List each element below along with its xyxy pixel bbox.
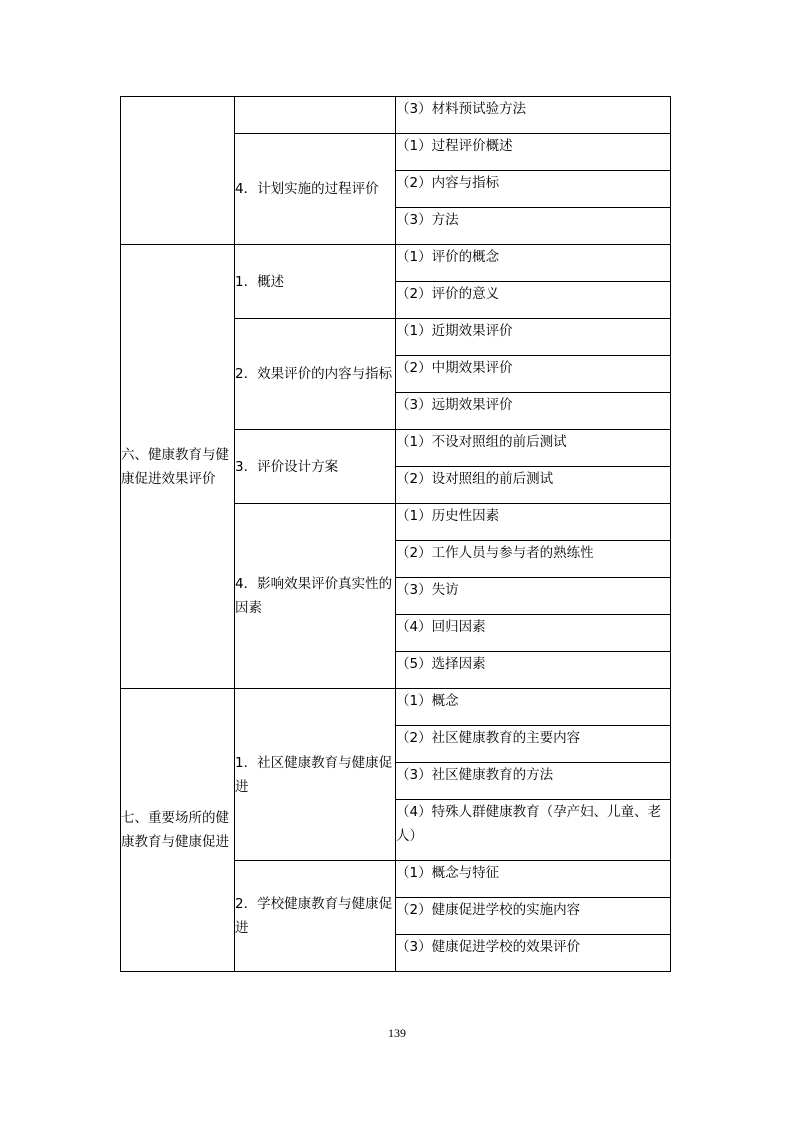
item-cell: （3）健康促进学校的效果评价 xyxy=(396,935,671,972)
section-title xyxy=(121,97,235,245)
item-cell: （1）历史性因素 xyxy=(396,504,671,541)
topic-title: 4．计划实施的过程评价 xyxy=(235,134,396,245)
outline-table xyxy=(120,96,671,972)
item-cell: （1）不设对照组的前后测试 xyxy=(396,430,671,467)
table-row xyxy=(121,245,671,282)
item-cell: （2）中期效果评价 xyxy=(396,356,671,393)
topic-title: 3．评价设计方案 xyxy=(235,430,396,504)
item-cell: （1）近期效果评价 xyxy=(396,319,671,356)
item-cell: （3）社区健康教育的方法 xyxy=(396,763,671,800)
item-cell: （1）概念与特征 xyxy=(396,861,671,898)
item-cell: （1）过程评价概述 xyxy=(396,134,671,171)
topic-title: 2．效果评价的内容与指标 xyxy=(235,319,396,430)
item-cell: （5）选择因素 xyxy=(396,652,671,689)
item-cell: （4）特殊人群健康教育（孕产妇、儿童、老人） xyxy=(396,800,671,861)
item-cell: （3）失访 xyxy=(396,578,671,615)
item-cell: （2）评价的意义 xyxy=(396,282,671,319)
section-title: 七、重要场所的健康教育与健康促进 xyxy=(121,689,235,972)
item-cell: （3）方法 xyxy=(396,208,671,245)
item-cell: （2）内容与指标 xyxy=(396,171,671,208)
item-cell: （4）回归因素 xyxy=(396,615,671,652)
topic-title: 1．社区健康教育与健康促进 xyxy=(235,689,396,861)
topic-title xyxy=(235,97,396,134)
item-cell: （2）社区健康教育的主要内容 xyxy=(396,726,671,763)
item-cell: （1）评价的概念 xyxy=(396,245,671,282)
section-title: 六、健康教育与健康促进效果评价 xyxy=(121,245,235,689)
page-number: 139 xyxy=(388,1026,406,1040)
item-cell: （2）健康促进学校的实施内容 xyxy=(396,898,671,935)
table-row xyxy=(121,97,671,134)
item-cell: （2）设对照组的前后测试 xyxy=(396,467,671,504)
table-row xyxy=(121,689,671,726)
topic-title: 2．学校健康教育与健康促进 xyxy=(235,861,396,972)
topic-title: 1．概述 xyxy=(235,245,396,319)
item-cell: （1）概念 xyxy=(396,689,671,726)
item-cell: （3）远期效果评价 xyxy=(396,393,671,430)
item-cell: （2）工作人员与参与者的熟练性 xyxy=(396,541,671,578)
item-cell: （3）材料预试验方法 xyxy=(396,97,671,134)
topic-title: 4．影响效果评价真实性的因素 xyxy=(235,504,396,689)
